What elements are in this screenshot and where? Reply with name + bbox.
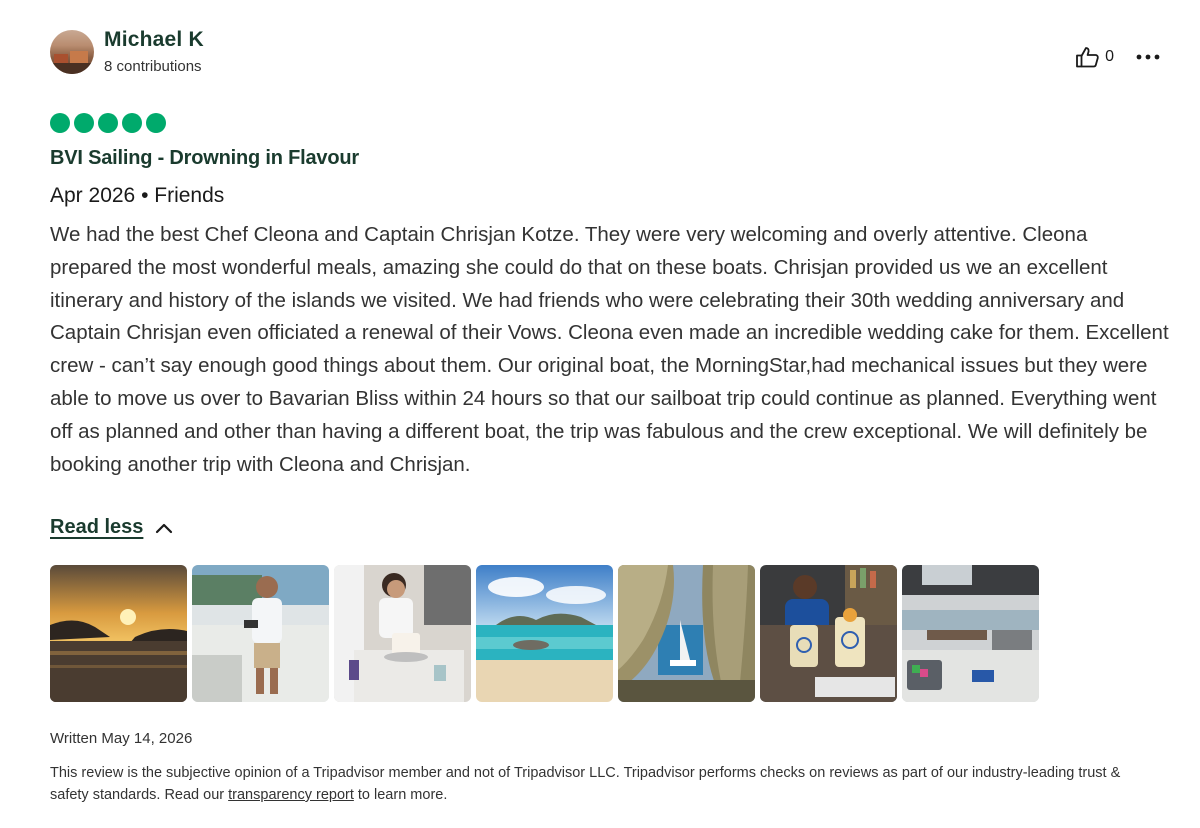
more-options-button[interactable] bbox=[1136, 53, 1160, 61]
rating-bubble bbox=[146, 113, 166, 133]
review-photo-wedding-cake[interactable] bbox=[334, 565, 471, 702]
read-less-button[interactable] bbox=[50, 516, 173, 539]
thumbs-up-icon bbox=[1075, 46, 1101, 68]
rating-bubble bbox=[74, 113, 94, 133]
rating-bubbles bbox=[50, 113, 170, 133]
reviewer-name[interactable]: Michael K bbox=[104, 28, 204, 51]
review-body: We had the best Chef Cleona and Captain Chrisjan Kotze. They were very welcoming and overly attentive. Cleona prepared the most wonderful meals, amazing she could do that on these boats. Chrisjan provided us we an excellent itinerary and history of the islands we visited. We had friends who were celebrating their 30th wedding anniversary and Captain Chrisjan even officiated a renewal of their Vows. Cleona even made an incredible wedding cake for them. Excellent crew - can’t say enough good things about them. Our original boat, the MorningStar,had mechanical issues but they were able to move us over to Bavarian Bliss within 24 hours so that our sailboat trip could continue as planned. Everything went off as planned and other than having a different boat, the trip was fabulous and the crew exceptional. We will definitely be booking another trip with Cleona and Chrisjan. bbox=[50, 223, 1169, 476]
review-title[interactable]: BVI Sailing - Drowning in Flavour bbox=[50, 147, 359, 169]
review-photo-boat-interior[interactable] bbox=[902, 565, 1039, 702]
review-header bbox=[50, 28, 1160, 78]
more-horizontal-icon bbox=[1136, 53, 1160, 61]
review-photo-boulders[interactable] bbox=[618, 565, 755, 702]
review-photo-drinks[interactable] bbox=[760, 565, 897, 702]
written-date: Written May 14, 2026 bbox=[50, 730, 193, 747]
transparency-report-link[interactable]: transparency report bbox=[228, 787, 354, 803]
helpful-vote-button[interactable] bbox=[1075, 46, 1114, 68]
review-photo-captain[interactable] bbox=[192, 565, 329, 702]
review-photo-beach[interactable] bbox=[476, 565, 613, 702]
review-photo-sunset[interactable] bbox=[50, 565, 187, 702]
avatar[interactable] bbox=[50, 30, 94, 74]
photo-gallery bbox=[50, 565, 1044, 702]
review-disclaimer bbox=[50, 762, 1140, 806]
read-less-label: Read less bbox=[50, 516, 144, 538]
reviewer-contributions: 8 contributions bbox=[104, 58, 202, 75]
disclaimer-text-end: to learn more. bbox=[353, 787, 448, 803]
rating-bubble bbox=[98, 113, 118, 133]
rating-bubble bbox=[122, 113, 142, 133]
rating-bubble bbox=[50, 113, 70, 133]
review-date-type: Apr 2026 • Friends bbox=[50, 184, 225, 207]
review-actions bbox=[1075, 46, 1160, 68]
disclaimer-text: This review is the subjective opinion of a Tripadvisor member and not of Tripadvisor LLC. Tripadvisor performs checks on reviews as part of our industry-leading trust & safety standards. Read our bbox=[50, 765, 1121, 803]
chevron-up-icon bbox=[143, 522, 173, 534]
helpful-count: 0 bbox=[1105, 48, 1114, 65]
